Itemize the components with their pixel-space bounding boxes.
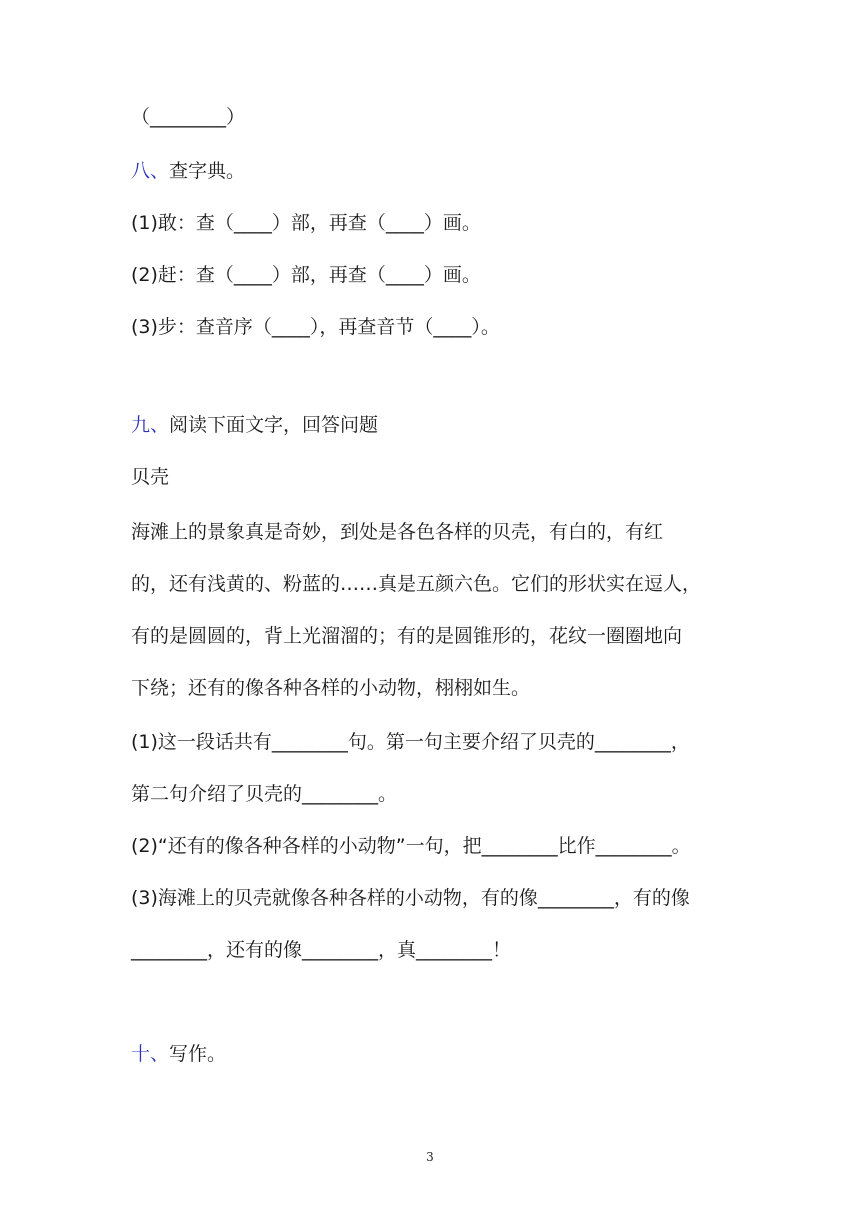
- section-8-title: 查字典。: [169, 160, 246, 182]
- passage-line-4: 下绕；还有的像各种各样的小动物，栩栩如生。: [131, 677, 531, 699]
- question-8-1: (1)敢：查（____）部，再查（____）画。: [131, 212, 481, 234]
- blank-parenthesis: （________）: [131, 106, 246, 128]
- question-9-3-line-1: (3)海滩上的贝壳就像各种各样的小动物，有的像________，有的像: [131, 887, 690, 909]
- section-8-number: 八、: [131, 160, 170, 182]
- question-8-2: (2)赶：查（____）部，再查（____）画。: [131, 264, 481, 286]
- section-10-number: 十、: [131, 1043, 170, 1065]
- section-9-title: 阅读下面文字，回答问题: [169, 414, 379, 436]
- section-9-heading: [131, 412, 378, 438]
- section-10-title: 写作。: [169, 1043, 227, 1065]
- question-9-2: (2)“还有的像各种各样的小动物”一句，把________比作________。: [131, 835, 691, 857]
- question-8-3: (3)步：查音序（____），再查音节（____）。: [131, 316, 500, 338]
- passage-line-3: 有的是圆圆的，背上光溜溜的；有的是圆锥形的，花纹一圈圈地向: [131, 625, 683, 647]
- question-9-1-line-2: 第二句介绍了贝壳的________。: [131, 783, 398, 805]
- passage-title: 贝壳: [131, 466, 170, 488]
- passage-line-2: 的，还有浅黄的、粉蓝的……真是五颜六色。它们的形状实在逗人，: [131, 573, 702, 595]
- passage-line-1: 海滩上的景象真是奇妙，到处是各色各样的贝壳，有白的，有红: [131, 521, 664, 543]
- section-9-number: 九、: [131, 414, 170, 436]
- question-9-3-line-2: ________，还有的像________，真________！: [131, 939, 512, 961]
- section-10-heading: [131, 1041, 226, 1067]
- page-number: 3: [426, 1150, 434, 1164]
- section-8-heading: [131, 158, 245, 184]
- question-9-1-line-1: (1)这一段话共有________句。第一句主要介绍了贝壳的________，: [131, 731, 690, 753]
